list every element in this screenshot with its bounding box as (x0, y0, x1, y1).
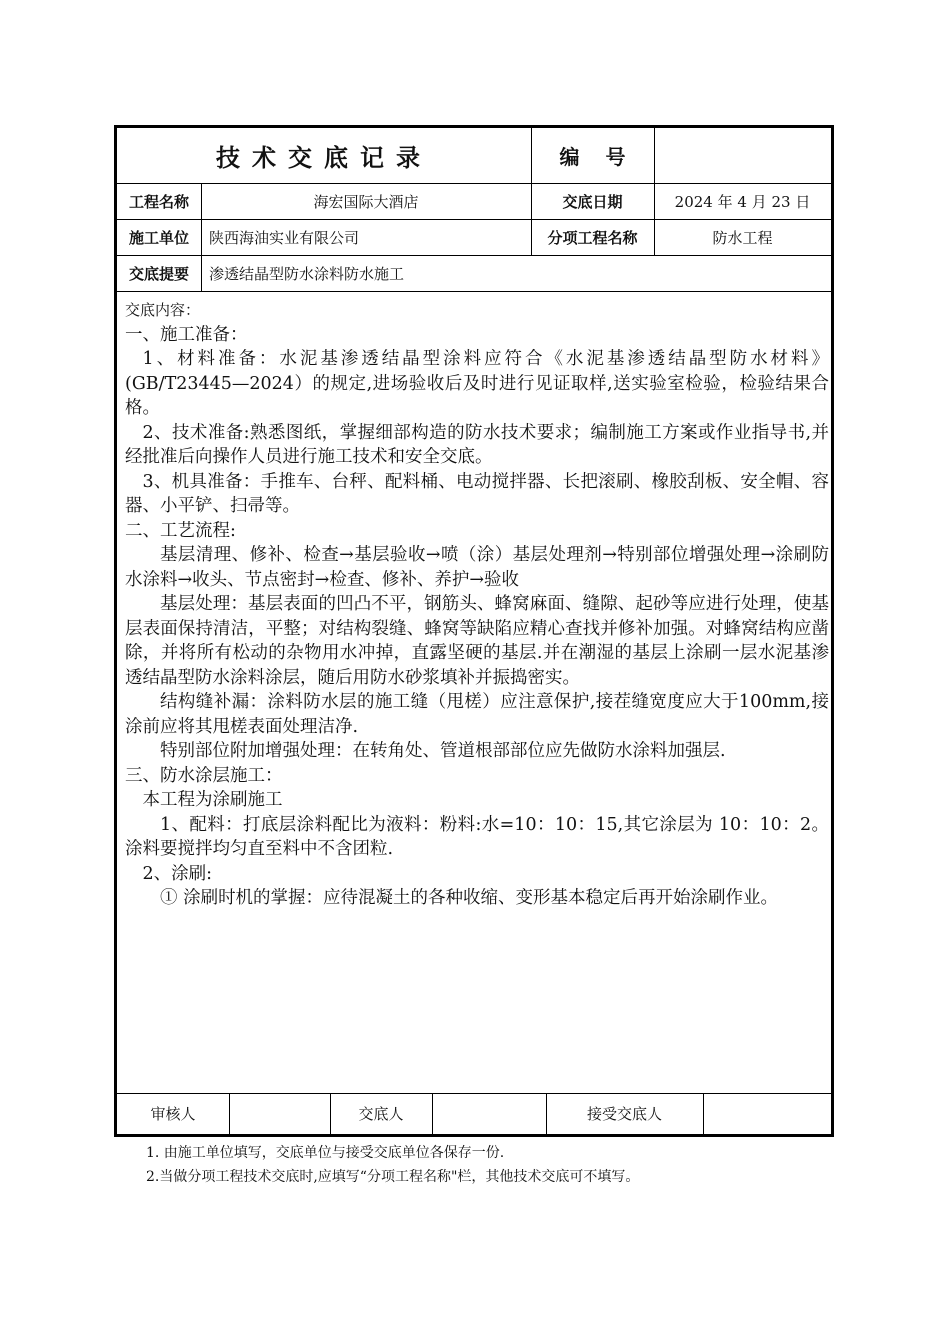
date-value[interactable]: 2024 年 4 月 23 日 (674, 192, 811, 211)
contractor-label: 施工单位 (128, 228, 189, 247)
number-value[interactable] (654, 128, 831, 183)
section-heading: 三、防水涂层施工： (125, 765, 283, 786)
date-label: 交底日期 (562, 192, 623, 211)
record-form (114, 125, 834, 1137)
content-paragraph: 1、配料：打底层涂料配比为液料：粉料:水=10：10：15,其它涂层为 10：10：2。涂料要搅拌均匀直至料中不含团粒. (125, 814, 829, 859)
contractor-value[interactable]: 陕西海油实业有限公司 (209, 228, 360, 247)
content-paragraph: 本工程为涂刷施工 (142, 790, 283, 810)
content-paragraph: 基层清理、修补、检查→基层验收→喷（涂）基层处理剂→特别部位增强处理→涂刷防水涂料→收头、节点密封→检查、修补、养护→验收 (125, 545, 829, 590)
section-heading: 二、工艺流程: (125, 520, 236, 541)
content-heading: 交底内容： (125, 301, 201, 319)
row-divider (117, 291, 831, 292)
reviewer-label: 审核人 (150, 1105, 196, 1123)
reviewer-field[interactable] (229, 1093, 330, 1134)
number-label: 编号 (559, 145, 652, 169)
content-paragraph: 2、涂刷: (142, 863, 213, 884)
content-paragraph: 基层处理：基层表面的凹凸不平，钢筋头、蜂窝麻面、缝隙、起砂等应进行处理，使基层表面保持清洁，平整；对结构裂缝、蜂窝等缺陷应精心查找并修补加强。对蜂窝结构应凿除，并将所有松动的杂物用水冲掉，直露坚硬的基层.并在潮湿的基层上涂刷一层水泥基渗透结晶型防水涂料涂层，随后用防水砂浆填补并振捣密实。 (125, 594, 829, 688)
presenter-field[interactable] (432, 1093, 546, 1134)
footer-note: 2.当做分项工程技术交底时,应填写“分项工程名称"栏，其他技术交底可不填写。 (146, 1169, 640, 1185)
content-paragraph: ① 涂刷时机的掌握：应待混凝土的各种收缩、变形基本稳定后再开始涂刷作业。 (160, 888, 779, 908)
summary-label: 交底提要 (128, 264, 189, 283)
content-paragraph: 2、技术准备:熟悉图纸，掌握细部构造的防水技术要求；编制施工方案或作业指导书,并经批准后向操作人员进行施工技术和安全交底。 (125, 422, 829, 467)
receiver-field[interactable] (703, 1093, 831, 1134)
project-name-label: 工程名称 (128, 192, 189, 211)
section-heading: 一、施工准备： (125, 324, 248, 345)
form-title: 技术交底记录 (216, 144, 432, 172)
presenter-label: 交底人 (358, 1105, 404, 1123)
content-paragraph: 特别部位附加增强处理：在转角处、管道根部部位应先做防水涂料加强层. (160, 741, 726, 761)
footer-note: 1. 由施工单位填写，交底单位与接受交底单位各保存一份. (146, 1145, 505, 1161)
project-name-value[interactable]: 海宏国际大酒店 (313, 192, 419, 211)
content-paragraph: 结构缝补漏：涂料防水层的施工缝（甩槎）应注意保护,接茬缝宽度应大于100mm,接涂前应将其甩槎表面处理洁净. (125, 692, 829, 737)
subproject-value[interactable]: 防水工程 (712, 228, 773, 247)
content-paragraph: 1、材料准备：水泥基渗透结晶型涂料应符合《水泥基渗透结晶型防水材料》(GB/T23445—2024）的规定,进场验收后及时进行见证取样,送实验室检验，检验结果合格。 (125, 349, 829, 418)
content-body[interactable] (125, 298, 829, 911)
content-paragraph: 3、机具准备：手推车、台秤、配料桶、电动搅拌器、长把滚刷、橡胶刮板、安全帽、容器、小平铲、扫帚等。 (125, 471, 829, 516)
receiver-label: 接受交底人 (586, 1105, 662, 1123)
subproject-label: 分项工程名称 (547, 228, 638, 247)
summary-value[interactable]: 渗透结晶型防水涂料防水施工 (209, 264, 405, 283)
